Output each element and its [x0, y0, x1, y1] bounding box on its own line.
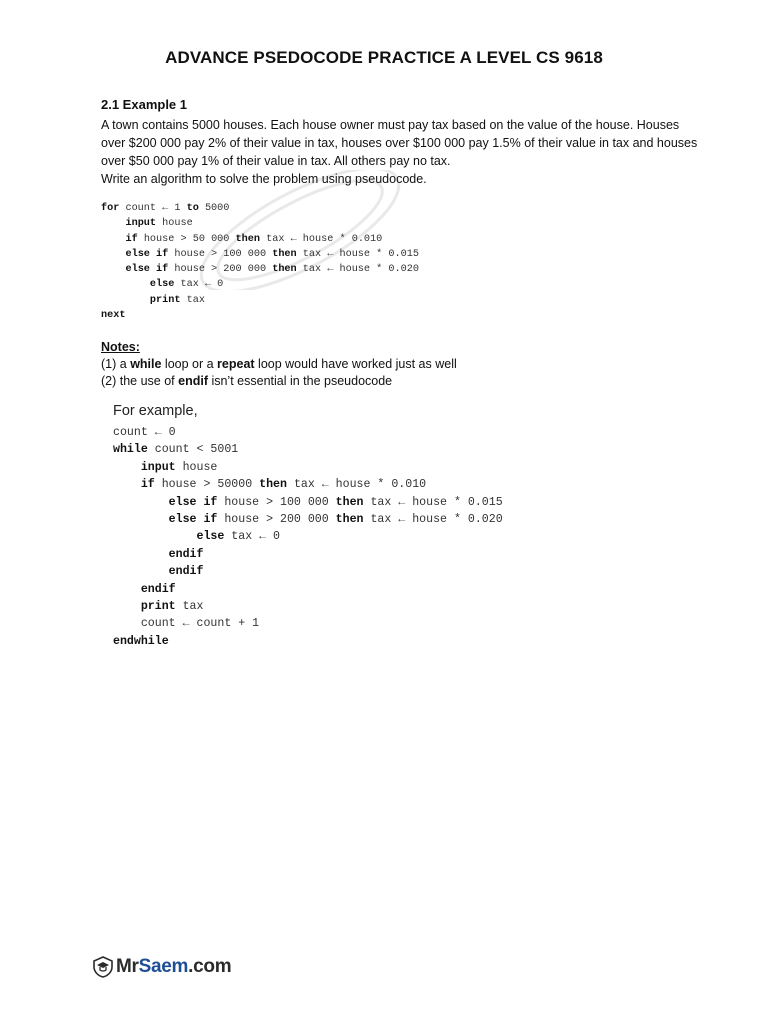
code-text: tax ← house * 0.020	[296, 264, 419, 276]
code-text: tax	[180, 294, 205, 306]
code-text: tax ← house * 0.010	[260, 233, 383, 245]
code-text: tax ← house * 0.010	[286, 478, 427, 492]
code-text	[113, 513, 169, 526]
code-line	[113, 511, 503, 528]
code-text	[101, 218, 125, 229]
note-line-2	[101, 373, 457, 390]
code-text	[101, 279, 150, 290]
code-text: tax ← 0	[224, 530, 281, 544]
code-text	[113, 530, 197, 543]
code-line	[101, 216, 419, 231]
code-text	[113, 461, 141, 474]
code-keyword: endif	[140, 582, 176, 596]
example-label: For example,	[113, 403, 198, 419]
code-keyword: else if	[125, 248, 169, 260]
code-line	[113, 615, 503, 632]
code-text	[113, 565, 169, 578]
code-text	[113, 496, 169, 509]
problem-statement	[101, 116, 701, 188]
code-keyword: else if	[168, 495, 218, 509]
pseudocode-block-for-loop	[101, 201, 419, 323]
code-keyword: if	[140, 478, 155, 492]
code-text	[101, 295, 150, 306]
notes-title: Notes:	[101, 340, 140, 354]
note-keyword: repeat	[217, 357, 255, 371]
code-line	[113, 441, 503, 458]
code-text: count < 5001	[147, 443, 239, 457]
code-text: count ← count + 1	[113, 617, 260, 631]
section-heading: 2.1 Example 1	[101, 97, 187, 112]
code-keyword: input	[140, 460, 176, 474]
code-text: house > 100 000	[217, 495, 336, 509]
code-keyword: print	[149, 294, 181, 306]
code-keyword: else if	[168, 513, 218, 527]
notes-section	[101, 339, 457, 390]
code-keyword: while	[113, 443, 148, 457]
note-text: (1) a	[101, 357, 131, 371]
code-line	[113, 598, 503, 615]
code-keyword: else	[149, 279, 175, 291]
note-text: loop would have worked just as well	[254, 357, 457, 371]
logo-part: .com	[188, 956, 232, 977]
code-line	[113, 494, 503, 511]
note-keyword: while	[130, 357, 162, 371]
code-line	[113, 563, 503, 580]
code-line	[101, 293, 419, 308]
code-keyword: then	[272, 248, 297, 260]
note-text: (2) the use of	[101, 374, 179, 388]
code-line	[101, 308, 419, 323]
code-keyword: then	[235, 233, 260, 245]
code-keyword: then	[272, 264, 297, 276]
note-text: isn’t essential in the pseudocode	[207, 374, 393, 388]
code-text: tax ← house * 0.015	[296, 248, 419, 260]
note-keyword: endif	[178, 374, 208, 388]
code-keyword: else	[196, 530, 225, 544]
code-line	[113, 459, 503, 476]
code-line	[101, 201, 419, 216]
code-keyword: endif	[168, 565, 204, 579]
code-keyword: print	[140, 600, 176, 614]
code-text: house > 200 000	[168, 264, 273, 276]
code-text: house > 50000	[154, 478, 260, 492]
code-text	[101, 264, 125, 275]
graduation-shield-icon	[92, 956, 114, 978]
code-keyword: then	[335, 495, 364, 509]
code-line	[101, 247, 419, 262]
code-text: tax	[175, 600, 204, 614]
code-keyword: endwhile	[113, 634, 169, 648]
code-keyword: if	[125, 233, 138, 245]
code-text: house	[175, 460, 218, 474]
code-line	[101, 262, 419, 277]
code-text: house	[156, 218, 193, 230]
code-line	[101, 232, 419, 247]
code-keyword: input	[125, 218, 157, 230]
code-text: tax ← house * 0.015	[363, 495, 503, 509]
code-keyword: for	[101, 203, 120, 214]
code-text: house > 200 000	[217, 513, 336, 527]
pseudocode-block-while-loop	[113, 424, 503, 650]
code-line	[113, 633, 503, 650]
problem-line: Write an algorithm to solve the problem using pseudocode.	[101, 172, 427, 186]
code-text: 5000	[198, 203, 230, 214]
problem-line: over $200 000 pay 2% of their value in tax, houses over $100 000 pay 1.5% of their value in tax and houses	[101, 136, 698, 150]
code-keyword: to	[186, 203, 199, 214]
footer-logo[interactable]	[92, 956, 231, 978]
logo-wordmark	[116, 956, 231, 978]
code-keyword: then	[335, 513, 364, 527]
code-text	[113, 583, 141, 596]
page-title: ADVANCE PSEDOCODE PRACTICE A LEVEL CS 9618	[165, 48, 603, 67]
problem-line: A town contains 5000 houses. Each house owner must pay tax based on the value of the house. Houses	[101, 118, 680, 132]
code-line	[113, 476, 503, 493]
code-keyword: else if	[125, 264, 169, 276]
code-line	[113, 528, 503, 545]
code-line	[113, 424, 503, 441]
note-line-1	[101, 356, 457, 373]
code-text: count ← 1	[119, 203, 187, 214]
logo-part: Mr	[116, 956, 139, 977]
note-text: loop or a	[161, 357, 218, 371]
problem-line: over $50 000 pay 1% of their value in tax. All others pay no tax.	[101, 154, 451, 168]
code-text	[113, 600, 141, 613]
code-text: tax ← house * 0.020	[363, 513, 503, 527]
code-text: count ← 0	[113, 426, 176, 439]
code-text	[101, 234, 125, 245]
code-text: house > 100 000	[168, 248, 273, 260]
code-text	[113, 548, 169, 561]
code-text	[113, 478, 141, 491]
code-line	[113, 581, 503, 598]
code-text: tax ← 0	[174, 279, 224, 291]
logo-part: Saem	[138, 956, 189, 977]
code-keyword: endif	[168, 547, 204, 561]
code-line	[113, 546, 503, 563]
code-keyword: next	[101, 310, 126, 322]
code-line	[101, 277, 419, 292]
code-text: house > 50 000	[137, 233, 236, 245]
code-keyword: then	[259, 478, 287, 492]
code-text	[101, 249, 125, 260]
